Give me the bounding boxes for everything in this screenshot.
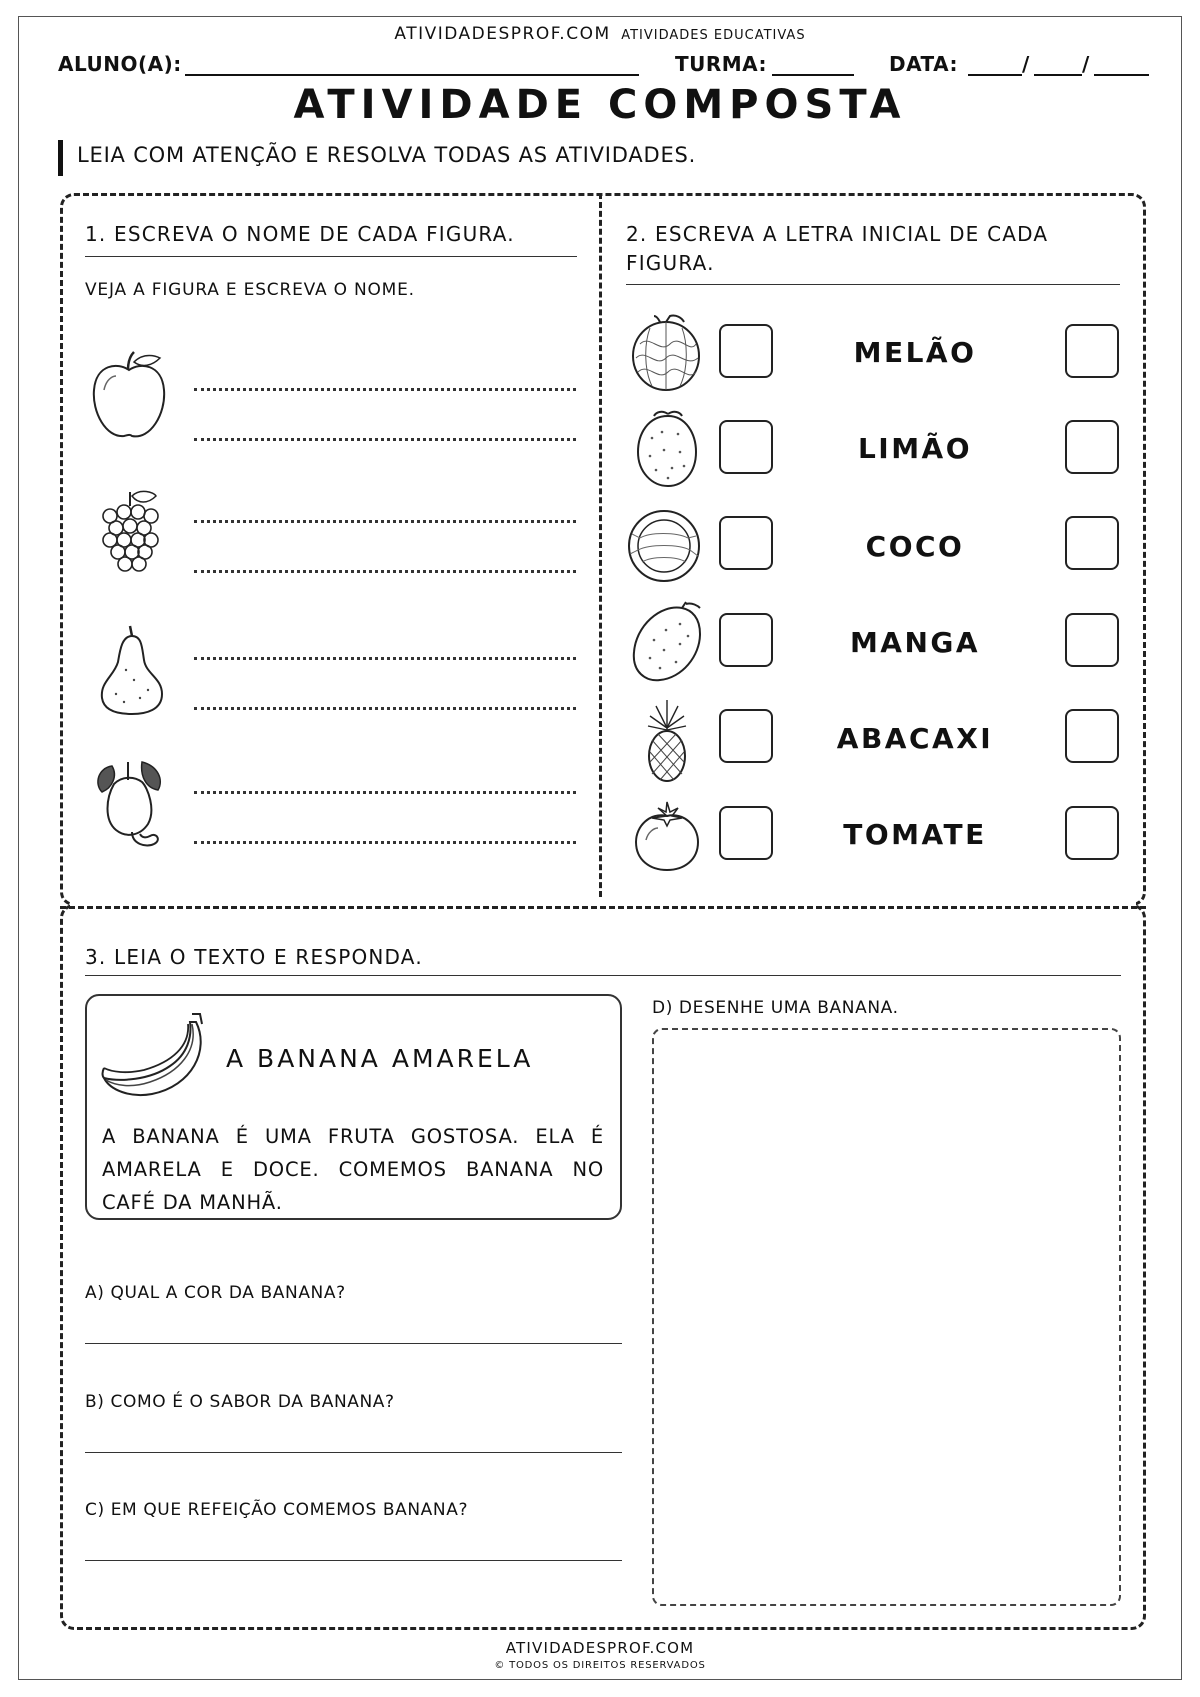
section1-rule — [85, 256, 577, 257]
initial-box-right-5[interactable] — [1065, 709, 1119, 763]
initial-box-right-1[interactable] — [1065, 324, 1119, 378]
answer-line-4a[interactable] — [194, 791, 576, 794]
section3-rule — [85, 975, 1121, 976]
reading-text-body: A BANANA É UMA FRUTA GOSTOSA. ELA É AMARELA E DOCE. COMEMOS BANANA NO CAFÉ DA MANHÃ. — [102, 1125, 604, 1214]
page-title: ATIVIDADE COMPOSTA — [293, 82, 907, 128]
box-joint-mask — [70, 898, 1136, 912]
initial-box-right-6[interactable] — [1065, 806, 1119, 860]
word-coco: COCO — [865, 530, 965, 563]
site-header — [0, 24, 1200, 44]
class-label: TURMA: — [675, 52, 768, 76]
section1-subtitle: VEJA A FIGURA E ESCREVA O NOME. — [85, 280, 415, 300]
class-line[interactable] — [772, 74, 854, 76]
pineapple-icon — [644, 698, 690, 782]
section2-title-line2: FIGURA. — [626, 251, 715, 275]
column-divider — [599, 193, 602, 906]
word-limao: LIMÃO — [857, 432, 973, 465]
date-day-line[interactable] — [968, 74, 1022, 76]
answer-line-3b[interactable] — [194, 707, 576, 710]
apple-icon — [88, 350, 170, 442]
footer-site: ATIVIDADESPROF.COM — [505, 1639, 695, 1657]
answer-line-2a[interactable] — [194, 520, 576, 523]
answer-line-c[interactable] — [85, 1560, 622, 1561]
date-slash: / — [1022, 52, 1030, 76]
date-label: DATA: — [889, 52, 958, 76]
drawing-area[interactable] — [652, 1028, 1121, 1606]
date-slash: / — [1082, 52, 1090, 76]
student-label: ALUNO(A): — [58, 52, 182, 76]
reading-text-title: A BANANA AMARELA — [226, 1044, 534, 1073]
answer-line-1a[interactable] — [194, 388, 576, 391]
site-tagline: ATIVIDADES EDUCATIVAS — [621, 28, 806, 43]
answer-line-2b[interactable] — [194, 570, 576, 573]
answer-line-3a[interactable] — [194, 657, 576, 660]
site-name: ATIVIDADESPROF.COM — [394, 24, 611, 44]
cashew-icon — [92, 758, 168, 850]
mango-icon — [630, 600, 704, 684]
section2-rule — [626, 284, 1120, 285]
answer-line-a[interactable] — [85, 1343, 622, 1344]
instruction-text: LEIA COM ATENÇÃO E RESOLVA TODAS AS ATIVIDADES. — [77, 143, 697, 167]
question-b: B) COMO É O SABOR DA BANANA? — [85, 1392, 395, 1412]
section1-title: 1. ESCREVA O NOME DE CADA FIGURA. — [85, 222, 515, 246]
banana-icon — [100, 1010, 212, 1102]
date-year-line[interactable] — [1094, 74, 1149, 76]
section3-title: 3. LEIA O TEXTO E RESPONDA. — [85, 945, 423, 969]
word-tomate: TOMATE — [843, 818, 987, 851]
section2-title-line1: 2. ESCREVA A LETRA INICIAL DE CADA — [626, 222, 1049, 246]
initial-box-right-2[interactable] — [1065, 420, 1119, 474]
pear-icon — [96, 620, 166, 716]
initial-box-left-5[interactable] — [719, 709, 773, 763]
student-name-line[interactable] — [185, 74, 639, 76]
footer-rights: © TODOS OS DIREITOS RESERVADOS — [494, 1660, 706, 1671]
word-melao: MELÃO — [853, 336, 977, 369]
answer-line-4b[interactable] — [194, 841, 576, 844]
initial-box-left-2[interactable] — [719, 420, 773, 474]
initial-box-right-3[interactable] — [1065, 516, 1119, 570]
answer-line-1b[interactable] — [194, 438, 576, 441]
initial-box-left-3[interactable] — [719, 516, 773, 570]
instruction-bar — [58, 140, 63, 176]
melon-icon — [630, 314, 702, 392]
tomato-icon — [632, 800, 702, 872]
initial-box-left-6[interactable] — [719, 806, 773, 860]
word-abacaxi: ABACAXI — [836, 722, 994, 755]
answer-line-b[interactable] — [85, 1452, 622, 1453]
grapes-icon — [98, 488, 162, 576]
coconut-icon — [626, 508, 702, 584]
initial-box-right-4[interactable] — [1065, 613, 1119, 667]
question-c: C) EM QUE REFEIÇÃO COMEMOS BANANA? — [85, 1500, 469, 1520]
word-manga: MANGA — [849, 626, 981, 659]
question-a: A) QUAL A COR DA BANANA? — [85, 1283, 346, 1303]
box-joint-line — [60, 906, 1146, 909]
initial-box-left-4[interactable] — [719, 613, 773, 667]
initial-box-left-1[interactable] — [719, 324, 773, 378]
date-month-line[interactable] — [1034, 74, 1082, 76]
question-d: D) DESENHE UMA BANANA. — [652, 998, 899, 1018]
lemon-icon — [634, 408, 700, 488]
